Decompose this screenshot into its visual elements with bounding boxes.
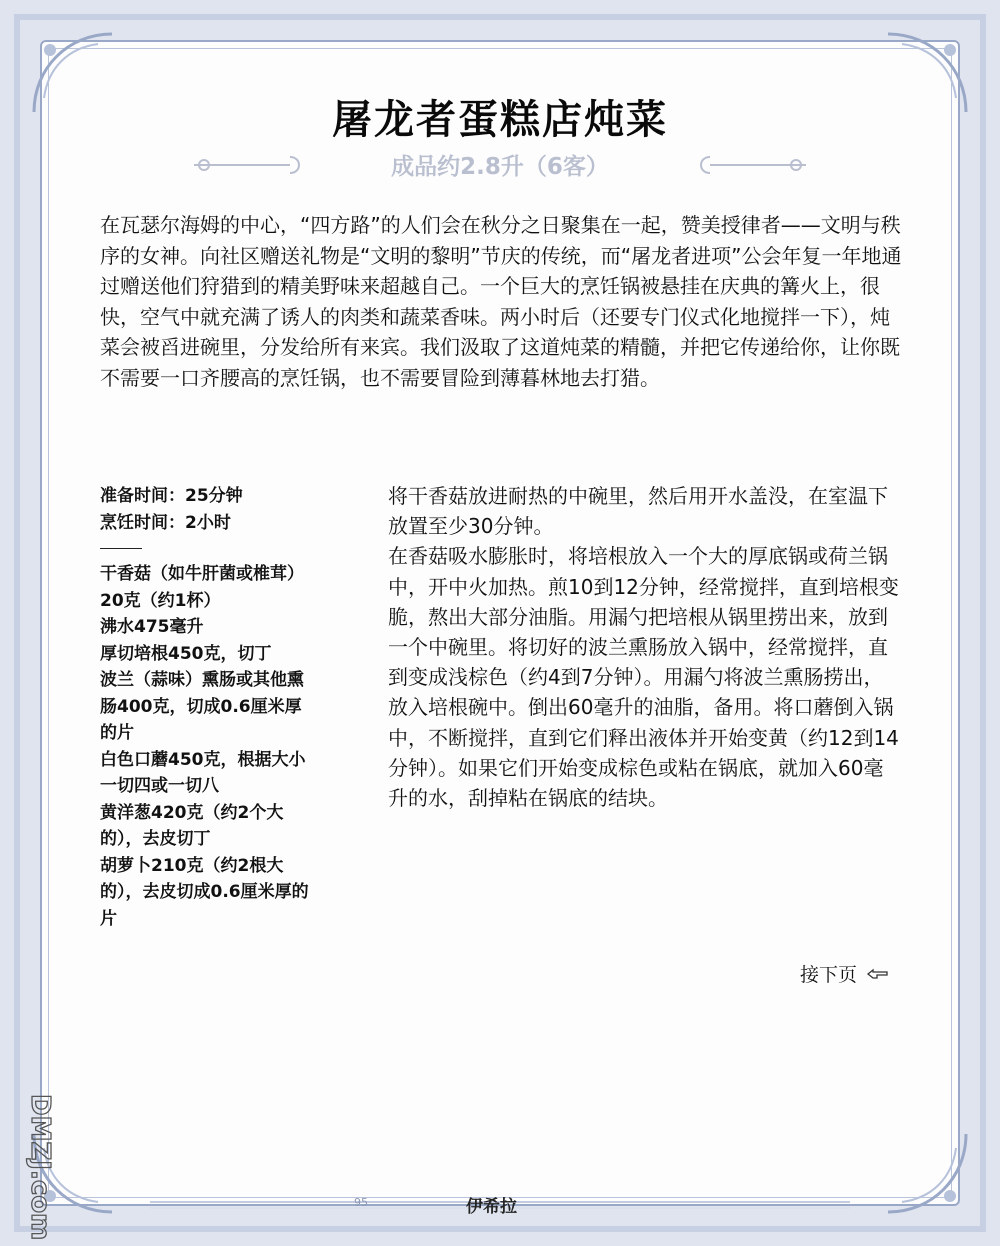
ingredient-item: 胡萝卜210克（约2根大的），去皮切成0.6厘米厚的片 — [100, 855, 309, 929]
instruction-step: 将干香菇放进耐热的中碗里，然后用开水盖没，在室温下放置至少30分钟。 — [388, 484, 888, 539]
flourish-right-icon — [690, 152, 810, 178]
corner-ornament-bottom-right-icon — [882, 1128, 972, 1218]
pointing-hand-icon — [867, 967, 889, 981]
recipe-title: 屠龙者蛋糕店炖菜 — [332, 97, 668, 143]
ingredient-item: 白色口蘑450克，根据大小一切四或一切八 — [100, 749, 306, 796]
ingredient-item: 厚切培根450克，切丁 — [100, 643, 272, 664]
instructions-column — [388, 481, 900, 813]
page-number: 95 — [354, 1196, 368, 1209]
cook-time: 烹饪时间：2小时 — [100, 512, 231, 533]
recipe-intro: 在瓦瑟尔海姆的中心，“四方路”的人们会在秋分之日聚集在一起，赞美授律者——文明与秩序的女神。向社区赠送礼物是“文明的黎明”节庆的传统，而“屠龙者进项”公会年复一年地通过赠送他们狩猎到的精美野味来超越自己。一个巨大的烹饪锅被悬挂在庆典的篝火上，很快，空气中就充满了诱人的肉类和蔬菜香味。两小时后（还要专门仪式化地搅拌一下），炖菜会被舀进碗里，分发给所有来宾。我们汲取了这道炖菜的精髓，并把它传递给你，让你既不需要一口齐腰高的烹饪锅，也不需要冒险到薄暮林地去打猎。 — [100, 213, 902, 390]
divider — [100, 548, 142, 549]
prep-time: 准备时间：25分钟 — [100, 486, 243, 506]
ingredient-item: 波兰（蒜味）熏肠或其他熏肠400克，切成0.6厘米厚的片 — [100, 670, 304, 743]
site-watermark — [6, 1090, 55, 1241]
next-page-link[interactable] — [800, 960, 889, 987]
instruction-step: 在香菇吸水膨胀时，将培根放入一个大的厚底锅或荷兰锅中，开中火加热。煎10到12分钟，经常搅拌，直到培根变脆，熬出大部分油脂。用漏勺把培根从锅里捞出来，放到一个中碗里。将切好的波兰熏肠放入锅中，经常搅拌，直到变成浅棕色（约4到7分钟）。用漏勺将波兰熏肠捞出，放入培根碗中。倒出60毫升的油脂，备用。将口蘑倒入锅中，不断搅拌，直到它们释出液体并开始变黄（约12到14分钟）。如果它们开始变成棕色或粘在锅底，就加入60毫升的水，刮掉粘在锅底的结块。 — [388, 544, 899, 811]
ingredient-item: 黄洋葱420克（约2个大的），去皮切丁 — [100, 802, 284, 849]
ingredient-item: 干香菇（如牛肝菌或椎茸）20克（约1杯） — [100, 564, 304, 611]
recipe-yield: 成品约2.8升（6客） — [391, 154, 609, 180]
ingredients-column — [100, 483, 314, 932]
footer-author: 伊希拉 — [466, 1197, 517, 1217]
ingredient-item: 沸水475毫升 — [100, 617, 204, 637]
watermark-text: DMZJ.com — [25, 1094, 55, 1241]
next-page-label: 接下页 — [800, 964, 858, 986]
